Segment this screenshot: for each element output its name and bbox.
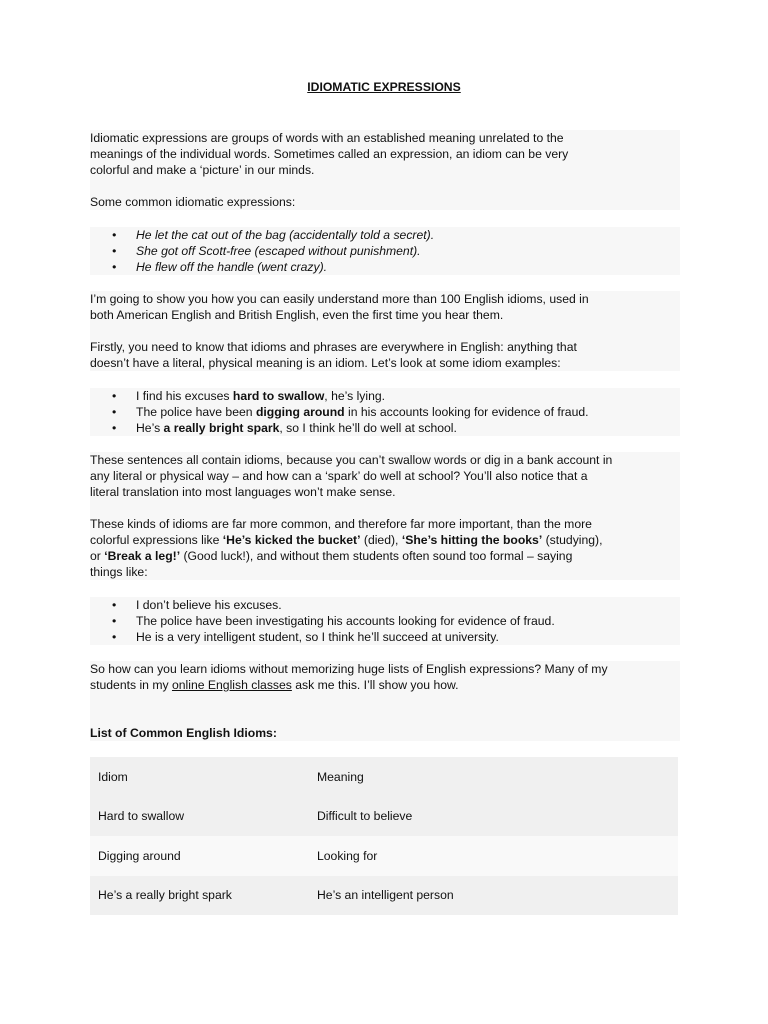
list-item: • He flew off the handle (went crazy). <box>90 259 680 275</box>
table-cell: Difficult to believe <box>309 797 678 837</box>
document-title: IDIOMATIC EXPRESSIONS <box>307 80 461 94</box>
table-row <box>90 876 678 916</box>
table-cell: He’s an intelligent person <box>309 876 678 916</box>
paragraph-line: So how can you learn idioms without memorizing huge lists of English expressions? Many of my <box>90 662 608 676</box>
paragraph-line: any literal or physical way – and how can a ‘spark’ do well at school? You’ll also notice that a <box>90 469 588 483</box>
intro-line: colorful and make a ‘picture’ in our minds. <box>90 163 315 177</box>
idioms-list-heading: List of Common English Idioms: <box>90 726 277 740</box>
idiom-sentences-list <box>90 388 680 436</box>
paragraph-line: literal translation into most languages won’t make sense. <box>90 485 396 499</box>
list-item: • The police have been digging around in his accounts looking for evidence of fraud. <box>90 404 680 420</box>
paragraph-line: both American English and British English, even the first time you hear them. <box>90 308 504 322</box>
idioms-table <box>90 757 678 915</box>
list-item: • She got off Scott-free (escaped without punishment). <box>90 243 680 259</box>
online-classes-link[interactable]: online English classes <box>171 678 292 692</box>
paragraph-line: doesn’t have a literal, physical meaning is an idiom. Let’s look at some idiom examples: <box>90 356 561 370</box>
intro-line: meanings of the individual words. Sometimes called an expression, an idiom can be very <box>90 147 569 161</box>
intro-line: Idiomatic expressions are groups of words with an established meaning unrelated to the <box>90 131 564 145</box>
explanation-paragraph <box>90 291 680 371</box>
list-item: • I find his excuses hard to swallow, he’s lying. <box>90 388 680 404</box>
intro-paragraph <box>90 130 680 210</box>
examples-intro: Some common idiomatic expressions: <box>90 195 296 209</box>
paragraph-line: I’m going to show you how you can easily understand more than 100 English idioms, used in <box>90 292 589 306</box>
list-item: • He is a very intelligent student, so I think he’ll succeed at university. <box>90 629 680 645</box>
list-item: • The police have been investigating his accounts looking for evidence of fraud. <box>90 613 680 629</box>
formal-sentences-list <box>90 597 680 645</box>
paragraph-line: Firstly, you need to know that idioms and phrases are everywhere in English: anything that <box>90 340 577 354</box>
paragraph-line: things like: <box>90 565 148 579</box>
table-cell: Looking for <box>309 836 678 876</box>
closing-paragraph <box>90 661 680 741</box>
table-cell: He’s a really bright spark <box>90 876 309 916</box>
analysis-paragraph <box>90 452 680 580</box>
table-row <box>90 836 678 876</box>
list-item: • I don’t believe his excuses. <box>90 597 680 613</box>
table-header-meaning: Meaning <box>309 757 678 797</box>
list-item: • He let the cat out of the bag (accidentally told a secret). <box>90 227 680 243</box>
table-header-row <box>90 757 678 797</box>
list-item: • He’s a really bright spark, so I think he’ll do well at school. <box>90 420 680 436</box>
idiom-examples-list <box>90 227 680 275</box>
table-cell: Digging around <box>90 836 309 876</box>
paragraph-line: students in my online English classes ask me this. I’ll show you how. <box>90 678 459 692</box>
paragraph-line: or ‘Break a leg!’ (Good luck!), and without them students often sound too formal – saying <box>90 549 573 563</box>
table-cell: Hard to swallow <box>90 797 309 837</box>
table-row <box>90 797 678 837</box>
paragraph-line: colorful expressions like ‘He’s kicked the bucket’ (died), ‘She’s hitting the books’ (studying), <box>90 533 603 547</box>
paragraph-line: These sentences all contain idioms, because you can’t swallow words or dig in a bank account in <box>90 453 613 467</box>
table-header-idiom: Idiom <box>90 757 309 797</box>
paragraph-line: These kinds of idioms are far more common, and therefore far more important, than the more <box>90 517 592 531</box>
